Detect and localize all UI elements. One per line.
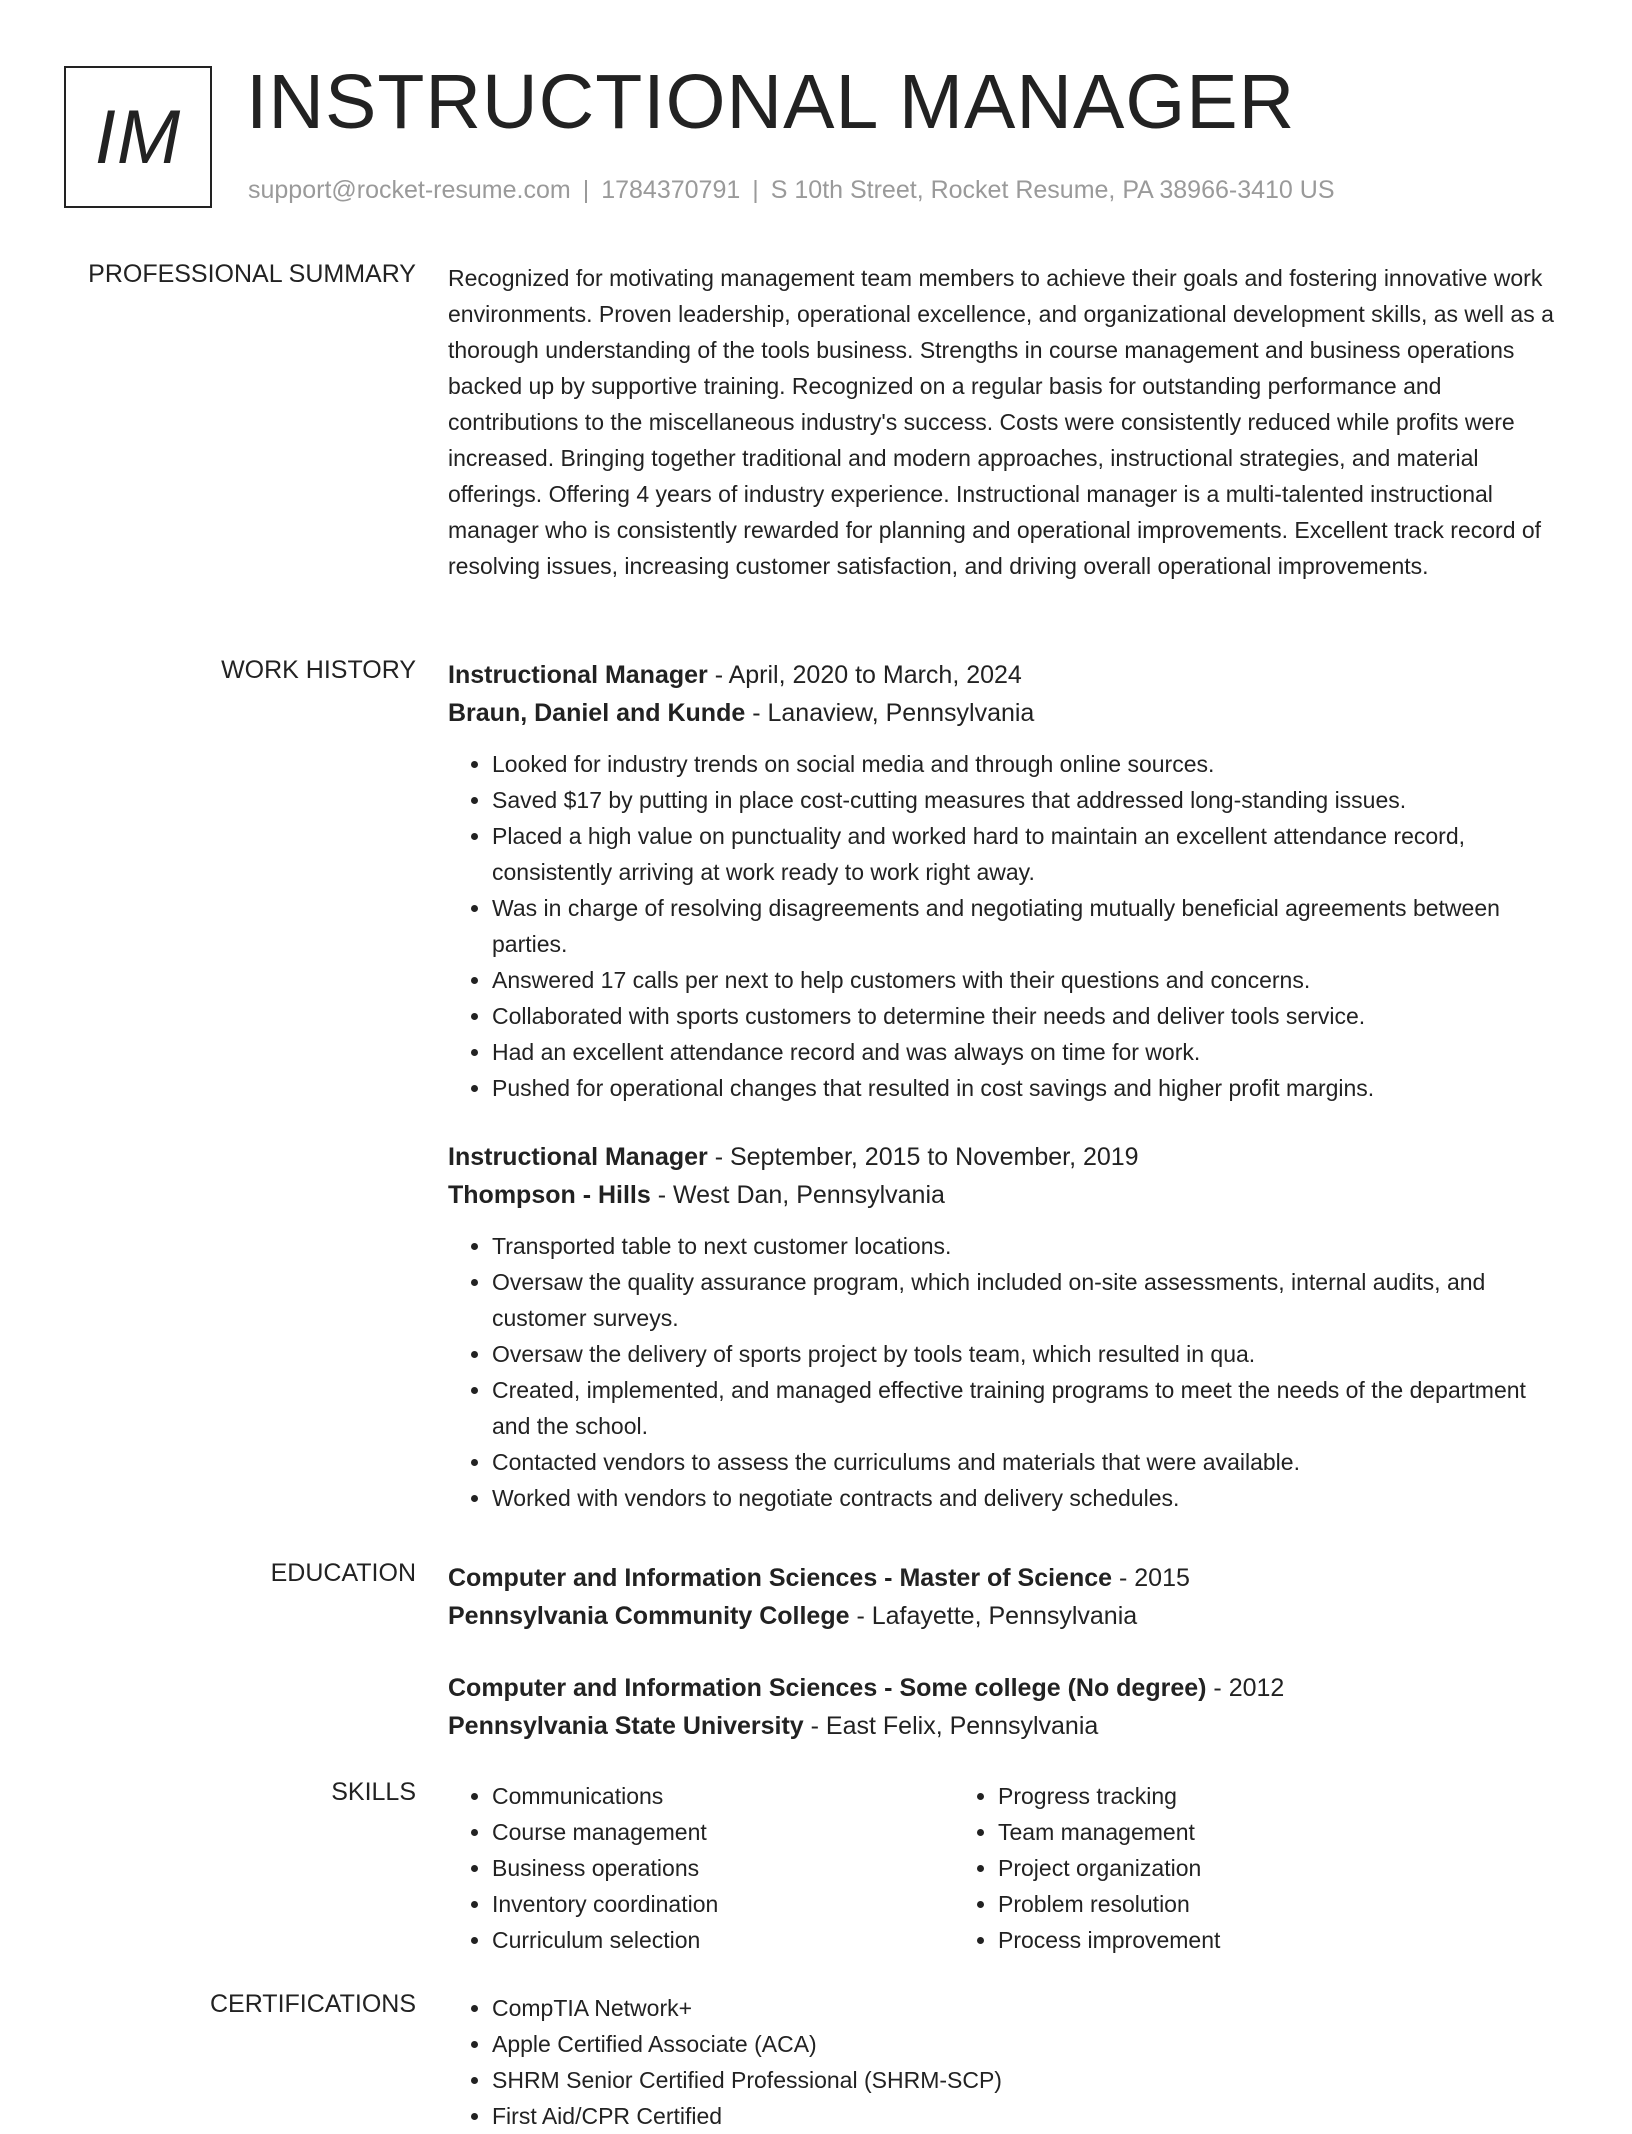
education-year: - 2015 — [1112, 1564, 1190, 1592]
job-bullet: • Pushed for operational changes that resulted in cost savings and higher profit margins. — [492, 1070, 1568, 1106]
skills-columns — [448, 1778, 1568, 1958]
job-company: Braun, Daniel and Kunde — [448, 699, 746, 727]
section-label-summary: PROFESSIONAL SUMMARY — [88, 260, 416, 288]
section-label-education: EDUCATION — [270, 1559, 416, 1587]
work-history-body — [448, 656, 1568, 1516]
skill-item: • Curriculum selection — [492, 1922, 954, 1958]
job-bullet: • Worked with vendors to negotiate contracts and delivery schedules. — [492, 1480, 1568, 1516]
education-body — [448, 1559, 1568, 1745]
certification-item: • First Aid/CPR Certified — [492, 2098, 1568, 2134]
education-school: Pennsylvania Community College — [448, 1602, 850, 1630]
skill-item: • Communications — [492, 1778, 954, 1814]
job-bullet-list — [448, 1228, 1568, 1516]
section-label-work-history: WORK HISTORY — [221, 656, 416, 684]
skill-item: • Inventory coordination — [492, 1886, 954, 1922]
job-title-line — [448, 1138, 1568, 1176]
skill-item: • Progress tracking — [998, 1778, 1460, 1814]
section-label-certifications: CERTIFICATIONS — [209, 1990, 416, 2018]
resume-title: INSTRUCTIONAL MANAGER — [246, 59, 1296, 145]
education-degree-line — [448, 1559, 1568, 1597]
education-school: Pennsylvania State University — [448, 1712, 804, 1740]
skills-body — [448, 1778, 1568, 1958]
job-bullet: • Answered 17 calls per next to help customers with their questions and concerns. — [492, 962, 1568, 998]
skill-item: • Course management — [492, 1814, 954, 1850]
job-bullet: • Was in charge of resolving disagreements and negotiating mutually beneficial agreements between parties. — [492, 890, 1568, 962]
job-bullet: • Oversaw the delivery of sports project by tools team, which resulted in qua. — [492, 1336, 1568, 1372]
job-bullet: • Had an excellent attendance record and was always on time for work. — [492, 1034, 1568, 1070]
certification-item: • CompTIA Network+ — [492, 1990, 1568, 2026]
skill-item: • Team management — [998, 1814, 1460, 1850]
summary-text: Recognized for motivating management team members to achieve their goals and fostering innovative work environments. Proven leadership, operational excellence, and organizational development skills, as well as a thorough understanding of the tools business. Strengths in course management and business operations backed up by supportive training. Recognized on a regular basis for outstanding performance and contributions to the miscellaneous industry's success. Costs were consistently reduced while profits were increased. Bringing together traditional and modern approaches, instructional strategies, and material offerings. Offering 4 years of industry experience. Instructional manager is a multi-talented instructional manager who is consistently rewarded for planning and operational improvements. Excellent track record of resolving issues, increasing customer satisfaction, and driving overall operational improvements. — [448, 265, 1554, 579]
job-company-line — [448, 1176, 1568, 1214]
contact-email: support@rocket-resume.com — [248, 176, 571, 204]
education-school-line — [448, 1707, 1568, 1745]
education-degree: Computer and Information Sciences - Some college (No degree) — [448, 1674, 1207, 1702]
education-location: - Lafayette, Pennsylvania — [849, 1602, 1138, 1630]
job-dates: - April, 2020 to March, 2024 — [707, 661, 1022, 689]
job-location: - West Dan, Pennsylvania — [650, 1181, 945, 1209]
certification-list — [448, 1990, 1568, 2134]
job-bullet: • Placed a high value on punctuality and worked hard to maintain an excellent attendance record, consistently arriving at work ready to work right away. — [492, 818, 1568, 890]
job-title: Instructional Manager — [448, 661, 708, 689]
skill-item: • Project organization — [998, 1850, 1460, 1886]
job-bullet: • Collaborated with sports customers to determine their needs and deliver tools service. — [492, 998, 1568, 1034]
contact-address: S 10th Street, Rocket Resume, PA 38966-3410 US — [770, 176, 1335, 204]
job-bullet: • Transported table to next customer locations. — [492, 1228, 1568, 1264]
certification-item: • Apple Certified Associate (ACA) — [492, 2026, 1568, 2062]
job-bullet: • Contacted vendors to assess the curriculums and materials that were available. — [492, 1444, 1568, 1480]
education-degree-line — [448, 1669, 1568, 1707]
certification-item: • SHRM Senior Certified Professional (SHRM-SCP) — [492, 2062, 1568, 2098]
job-company-line — [448, 694, 1568, 732]
job-company: Thompson - Hills — [448, 1181, 651, 1209]
education-school-line — [448, 1597, 1568, 1635]
contact-phone: 1784370791 — [601, 176, 741, 204]
skills-list-left — [448, 1778, 954, 1958]
contact-separator: | — [582, 176, 590, 204]
contact-separator: | — [752, 176, 759, 204]
job-title: Instructional Manager — [448, 1143, 708, 1171]
education-entry — [448, 1559, 1568, 1635]
education-location: - East Felix, Pennsylvania — [803, 1712, 1099, 1740]
certifications-body — [448, 1990, 1568, 2134]
education-year: - 2012 — [1206, 1674, 1285, 1702]
job-title-line — [448, 656, 1568, 694]
job-dates: - September, 2015 to November, 2019 — [707, 1143, 1139, 1171]
skills-list-right — [954, 1778, 1460, 1958]
job-bullet-list — [448, 746, 1568, 1106]
education-degree: Computer and Information Sciences - Master of Science — [448, 1564, 1113, 1592]
monogram-logo: IM — [64, 66, 212, 208]
job-location: - Lanaview, Pennsylvania — [745, 699, 1035, 727]
skill-item: • Problem resolution — [998, 1886, 1460, 1922]
summary-body — [448, 260, 1568, 584]
job-entry — [448, 656, 1568, 1106]
job-entry — [448, 1138, 1568, 1516]
job-bullet: • Saved $17 by putting in place cost-cutting measures that addressed long-standing issues. — [492, 782, 1568, 818]
skill-item: • Business operations — [492, 1850, 954, 1886]
skill-item: • Process improvement — [998, 1922, 1460, 1958]
job-bullet: • Oversaw the quality assurance program, which included on-site assessments, internal audits, and customer surveys. — [492, 1264, 1568, 1336]
contact-line — [248, 176, 1335, 205]
job-bullet: • Created, implemented, and managed effective training programs to meet the needs of the department and the school. — [492, 1372, 1568, 1444]
job-bullet: • Looked for industry trends on social media and through online sources. — [492, 746, 1568, 782]
education-entry — [448, 1669, 1568, 1745]
section-label-skills: SKILLS — [331, 1778, 416, 1806]
